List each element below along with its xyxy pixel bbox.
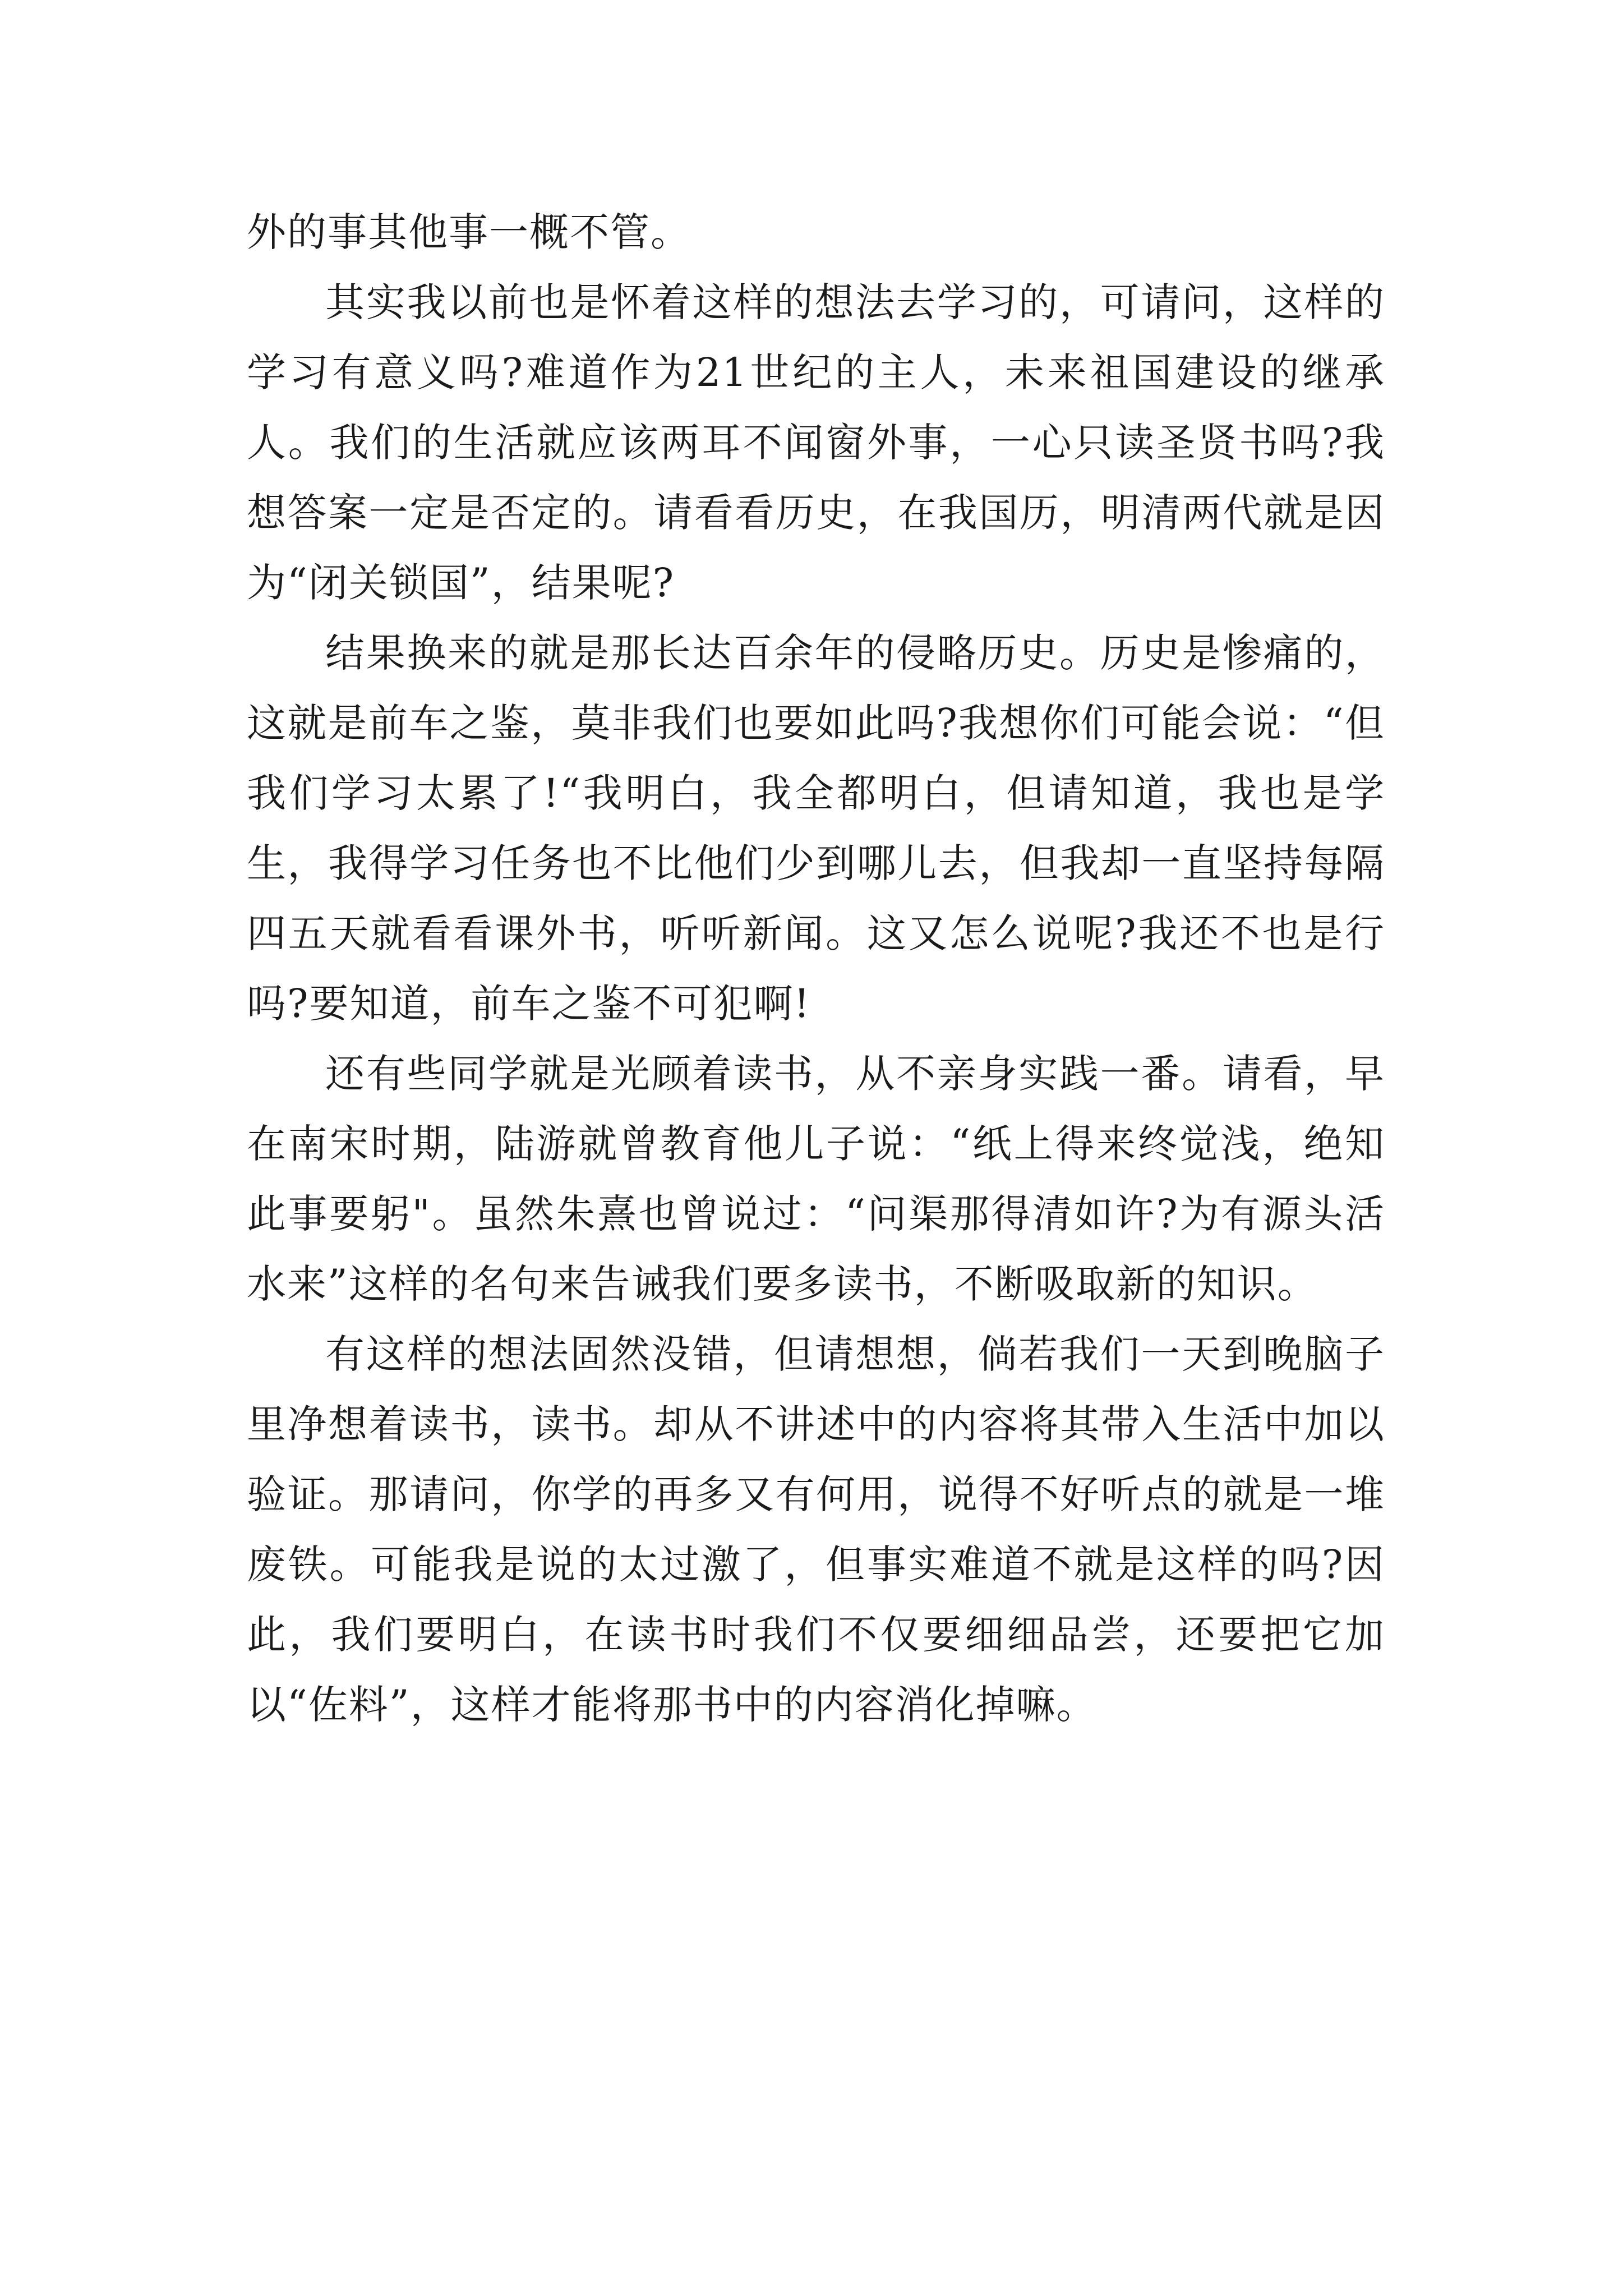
paragraph-1: 外的事其他事一概不管。 bbox=[247, 209, 691, 255]
document-body bbox=[247, 197, 1385, 1740]
paragraph-5: 有这样的想法固然没错，但请想想，倘若我们一天到晚脑子里净想着读书，读书。却从不讲述中的内容将其带入生活中加以验证。那请问，你学的再多又有何用，说得不好听点的就是一堆废铁。可能我是说的太过激了，但事实难道不就是这样的吗?因此，我们要明白，在读书时我们不仅要细细品尝，还要把它加以“佐料”，这样才能将那书中的内容消化掉嘛。 bbox=[247, 1331, 1385, 1728]
paragraph-3: 结果换来的就是那长达百余年的侵略历史。历史是惨痛的，这就是前车之鉴，莫非我们也要如此吗?我想你们可能会说：“但我们学习太累了!“我明白，我全都明白，但请知道，我也是学生，我得学习任务也不比他们少到哪儿去，但我却一直坚持每隔四五天就看看课外书，听听新闻。这又怎么说呢?我还不也是行吗?要知道，前车之鉴不可犯啊! bbox=[247, 630, 1385, 1027]
paragraph-4: 还有些同学就是光顾着读书，从不亲身实践一番。请看，早在南宋时期，陆游就曾教育他儿子说：“纸上得来终觉浅，绝知此事要躬"。虽然朱熹也曾说过：“问渠那得清如许?为有源头活水来”这样的名句来告诫我们要多读书，不断吸取新的知识。 bbox=[247, 1051, 1385, 1307]
paragraph-2: 其实我以前也是怀着这样的想法去学习的，可请问，这样的学习有意义吗?难道作为21世纪的主人，未来祖国建设的继承人。我们的生活就应该两耳不闻窗外事，一心只读圣贤书吗?我想答案一定是否定的。请看看历史，在我国历，明清两代就是因为“闭关锁国”，结果呢? bbox=[247, 279, 1385, 606]
